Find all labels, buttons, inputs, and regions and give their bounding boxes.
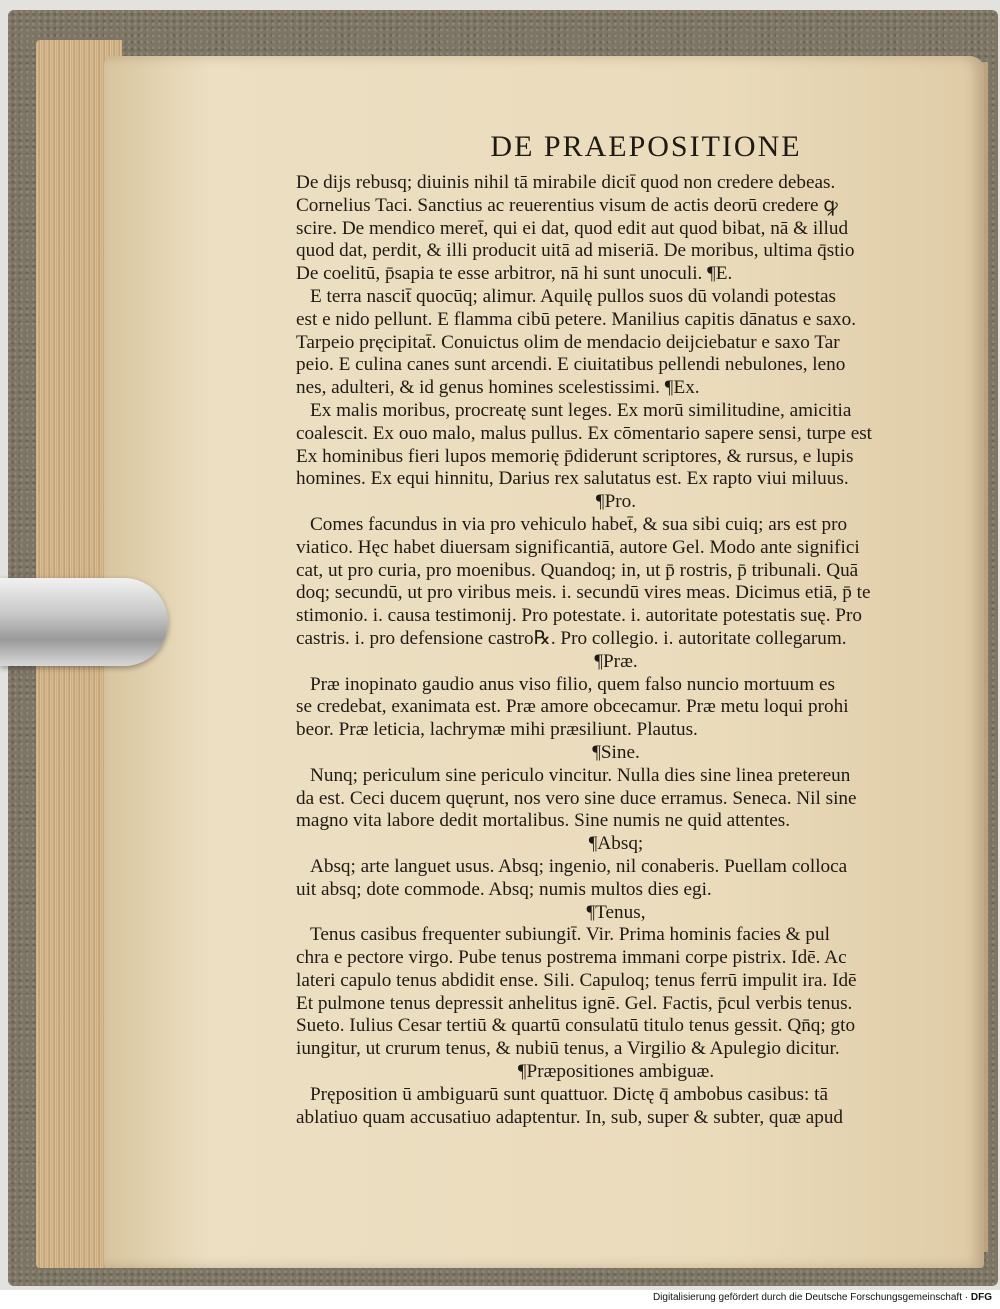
text-line: quod dat, perdit, & illi producit uitā ad miseriā. De moribus, ultima q̄stio <box>296 240 855 262</box>
dfg-logo: DFG <box>970 1292 992 1303</box>
text-line: ¶Præpositiones ambiguæ. <box>517 1061 715 1083</box>
text-line: ¶Sine. <box>592 741 640 763</box>
page-clamp <box>0 578 168 666</box>
text-line: ¶Præ. <box>594 650 638 672</box>
text-line: Tarpeio pręcipitat̄. Conuictus olim de mendacio deijciebatur e saxo Tar <box>296 331 840 353</box>
page-text <box>296 130 936 1129</box>
text-line: ¶Pro. <box>595 491 637 513</box>
text-line: chra e pectore virgo. Pube tenus postrema immani corpe pistrix. Idē. Ac <box>296 947 847 969</box>
text-line: iungitur, ut crurum tenus, & nubiū tenus, a Virgilio & Apulegio dicitur. <box>296 1038 840 1060</box>
text-line: cat, ut pro curia, pro moenibus. Quandoq; in, ut p̄ rostris, p̄ tribunali. Quā <box>296 559 859 581</box>
text-line: ¶Absq; <box>588 833 644 855</box>
text-line: E terra nascit̄ quocūq; alimur. Aquilę pullos suos dū volandi potestas <box>310 285 836 307</box>
text-line: doq; secundū, ut pro viribus meis. i. secundū vires meas. Dicimus etiā, p̄ te <box>296 582 871 604</box>
text-line: magno vita labore dedit mortalibus. Sine numis ne quid attentes. <box>296 810 790 832</box>
footer <box>653 1292 992 1303</box>
text-line: Comes facundus in via pro vehiculo habet̄, & sua sibi cuiq; ars est pro <box>310 513 848 535</box>
text-line: Absq; arte languet usus. Absq; ingenio, nil conaberis. Puellam colloca <box>310 855 848 877</box>
text-line: se credebat, exanimata est. Præ amore obcecamur. Præ metu loqui prohi <box>296 696 849 718</box>
text-line: est e nido pellunt. E flamma cibū petere. Manilius capitis dānatus e saxo. <box>296 308 857 330</box>
text-line: ablatiuo quam accusatiuo adaptentur. In, sub, super & subter, quæ apud <box>296 1106 844 1128</box>
text-line: Tenus casibus frequenter subiungit̄. Vir. Prima hominis facies & pul <box>310 924 830 946</box>
text-line: Præ inopinato gaudio anus viso filio, quem falso nuncio mortuum es <box>310 673 835 695</box>
text-line: Cornelius Taci. Sanctius ac reuerentius visum de actis deorū credere ꝙ <box>296 194 838 216</box>
text-line: scire. De mendico meret̄, qui ei dat, quod edit aut quod bibat, nā & illud <box>296 217 849 239</box>
text-line: ¶Tenus, <box>586 901 646 923</box>
text-line: Nunq; periculum sine periculo vincitur. Nulla dies sine linea pretereun <box>310 764 851 786</box>
text-lines <box>296 172 936 1129</box>
text-line: De dijs rebusq; diuinis nihil tā mirabile dicit̄ quod non credere debeas. <box>296 172 836 193</box>
text-line: Ex hominibus fieri lupos memorię p̄diderunt scriptores, & rursus, e lupis <box>296 445 854 467</box>
footer-text: Digitalisierung gefördert durch die Deutsche Forschungsgemeinschaft · <box>652 1292 969 1303</box>
text-line: coalescit. Ex ouo malo, malus pullus. Ex cōmentario sapere sensi, turpe est <box>296 422 873 444</box>
text-line: homines. Ex equi hinnitu, Darius rex salutatus est. Ex rapto viui miluus. <box>296 468 849 490</box>
page-heading: DE PRAEPOSITIONE <box>490 130 802 163</box>
text-line: castris. i. pro defensione castro℞. Pro collegio. i. autoritate collegarum. <box>296 627 847 649</box>
text-line: nes, adulteri, & id genus homines scelestissimi. ¶Ex. <box>296 377 700 399</box>
text-line: peio. E culina canes sunt arcendi. E ciuitatibus pellendi nebulones, leno <box>296 354 846 376</box>
text-line: da est. Ceci ducem quęrunt, nos vero sine duce erramus. Seneca. Nil sine <box>296 787 857 809</box>
text-line: lateri capulo tenus abdidit ense. Sili. Capuloq; tenus ferrū impulit ira. Idē <box>296 969 857 991</box>
text-line: De coelitū, p̄sapia te esse arbitror, nā hi sunt unoculi. ¶E. <box>296 263 733 285</box>
text-line: Pręposition ū ambiguarū sunt quattuor. Dictę q̄ ambobus casibus: tā <box>310 1083 828 1105</box>
text-line: Et pulmone tenus depressit anhelitus ignē. Gel. Factis, p̄cul verbis tenus. <box>296 992 853 1014</box>
text-line: uit absq; dote commode. Absq; numis multos dies egi. <box>296 878 712 900</box>
text-line: viatico. Hęc habet diuersam significantiā, autore Gel. Modo ante significi <box>296 536 860 558</box>
text-line: beor. Præ leticia, lachrymæ mihi præsiliunt. Plautus. <box>296 719 698 741</box>
text-line: Sueto. Iulius Cesar tertiū & quartū consulatū titulo tenus gessit. Qn̄q; gto <box>296 1015 856 1037</box>
text-line: stimonio. i. causa testimonij. Pro potestate. i. autoritate potestatis suę. Pro <box>296 605 862 627</box>
text-line: Ex malis moribus, procreatę sunt leges. Ex morū similitudine, amicitia <box>310 399 852 421</box>
